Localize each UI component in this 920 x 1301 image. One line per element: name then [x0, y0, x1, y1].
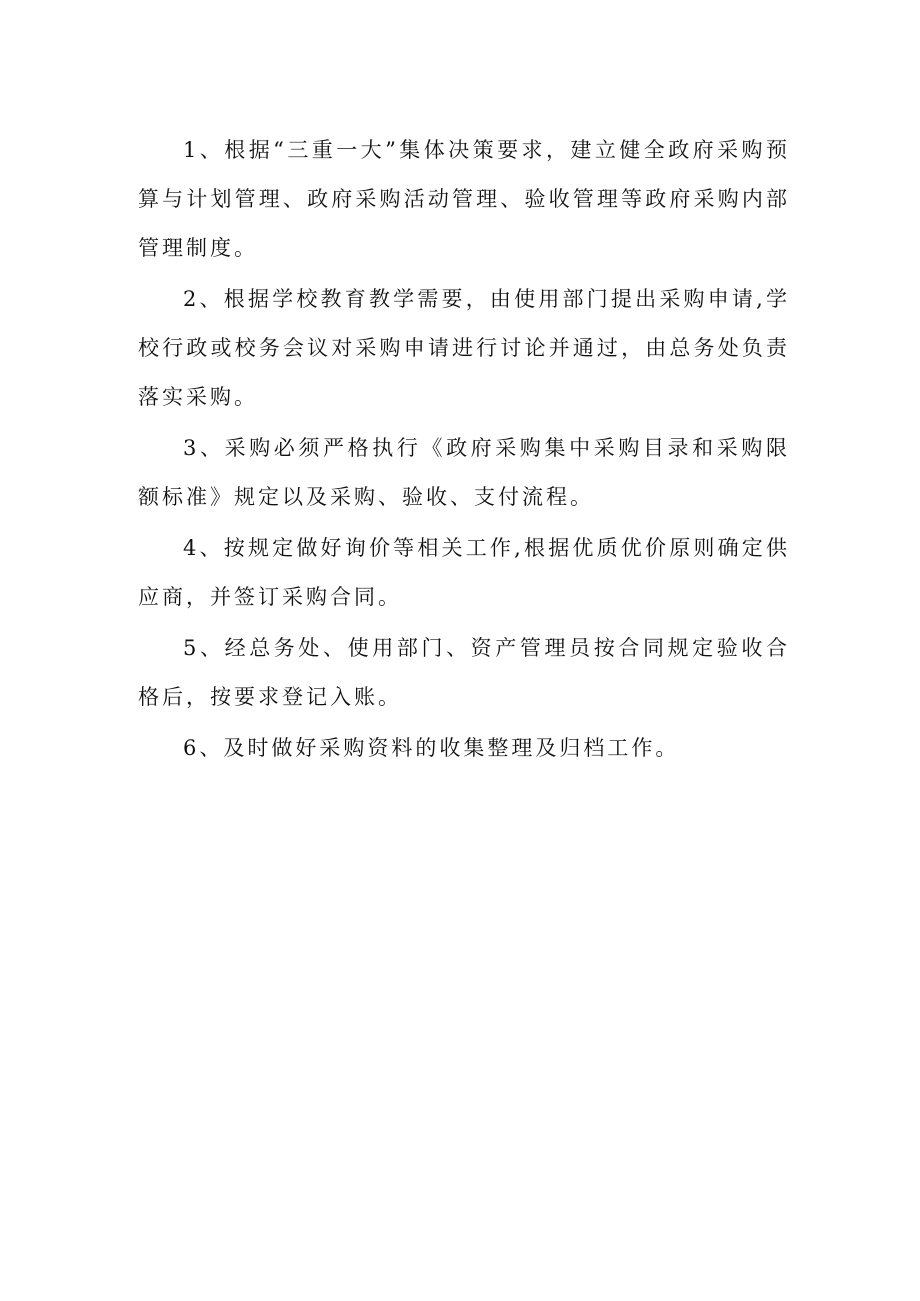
paragraph-3: 3、采购必须严格执行《政府采购集中采购目录和采购限额标准》规定以及采购、验收、支付流程。 — [138, 436, 790, 509]
paragraph-1: 1、根据“三重一大”集体决策要求，建立健全政府采购预算与计划管理、政府采购活动管理、验收管理等政府采购内部管理制度。 — [138, 138, 790, 260]
document-body — [138, 126, 790, 773]
paragraph-4: 4、按规定做好询价等相关工作,根据优质优价原则确定供应商，并签订采购合同。 — [138, 536, 790, 609]
paragraph-6: 6、及时做好采购资料的收集整理及归档工作。 — [183, 736, 680, 760]
paragraph-2: 2、根据学校教育教学需要，由使用部门提出采购申请,学校行政或校务会议对采购申请进行讨论并通过，由总务处负责落实采购。 — [138, 287, 790, 409]
paragraph-5: 5、经总务处、使用部门、资产管理员按合同规定验收合格后，按要求登记入账。 — [138, 636, 790, 709]
